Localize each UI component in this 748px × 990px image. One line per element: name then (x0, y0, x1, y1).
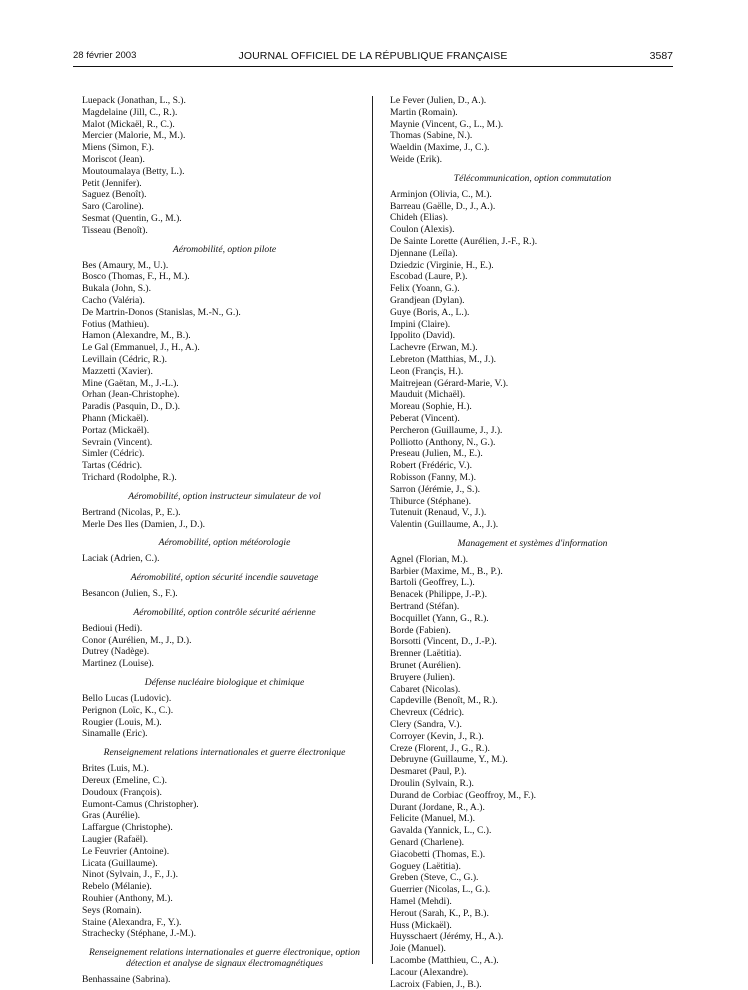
name-entry: Petit (Jennifer). (82, 177, 142, 189)
column-divider (372, 96, 373, 964)
name-entry: Tartas (Cédric). (82, 460, 143, 472)
name-entry: Sevrain (Vincent). (82, 436, 153, 448)
name-entry: Brenner (Laëtitia). (390, 648, 462, 660)
name-entry: Benacek (Philippe, J.-P.). (390, 589, 487, 601)
name-entry: Bedioui (Hedi). (82, 622, 143, 634)
name-entry: Sarron (Jérémie, J., S.). (390, 483, 481, 495)
name-entry: Arminjon (Olivia, C., M.). (390, 188, 492, 200)
name-entry: Durant (Jordane, R., A.). (390, 801, 485, 813)
name-entry: Hamel (Mehdi). (390, 896, 452, 907)
name-entry: Valentin (Guillaume, A., J.). (390, 519, 499, 531)
name-entry: Barreau (Gaëlle, D., J., A.). (390, 200, 496, 212)
name-entry: Bruyere (Julien). (390, 671, 456, 683)
name-entry: Perignon (Loïc, K., C.). (82, 704, 174, 716)
name-entry: Eumont-Camus (Christopher). (82, 798, 199, 810)
name-entry: Lebreton (Matthias, M., J.). (390, 353, 497, 365)
name-entry: Gavalda (Yannick, L., C.). (390, 825, 492, 837)
name-entry: Moreau (Sophie, H.). (390, 401, 472, 413)
name-entry: Felicite (Manuel, M.). (390, 813, 475, 825)
name-entry: Saguez (Benoît). (82, 189, 147, 201)
name-entry: Rouhier (Anthony, M.). (82, 893, 173, 905)
name-entry: Percheron (Guillaume, J., J.). (390, 424, 503, 436)
name-entry: Durand de Corbiac (Geoffroy, M., F.). (390, 789, 537, 801)
name-entry: Saro (Caroline). (82, 201, 144, 213)
name-entry: Grandjean (Dylan). (390, 294, 465, 306)
name-entry: Lacroix (Fabien, J., B.). (390, 978, 482, 990)
name-entry: Trichard (Rodolphe, R.). (82, 471, 177, 483)
right-column (390, 95, 675, 990)
section-heading: Défense nucléaire biologique et chimique (144, 677, 305, 689)
name-entry: Sinamalle (Eric). (82, 728, 148, 740)
section-heading: Renseignement relations internationales et guerre électronique, option détection et analyse de signaux électromagnétiques (89, 947, 360, 970)
name-entry: Desmaret (Paul, P.). (390, 766, 467, 778)
name-entry: Lacombe (Matthieu, C., A.). (390, 954, 499, 966)
name-entry: Chevreux (Cédric). (390, 707, 465, 719)
name-entry: Martinez (Louise). (82, 658, 154, 670)
name-entry: Clery (Sandra, V.). (390, 719, 462, 731)
section-heading: Télécommunication, option commutation (453, 172, 612, 184)
name-entry: Brites (Luis, M.). (82, 763, 149, 775)
name-entry: Huysschaert (Jérémy, H., A.). (390, 931, 504, 943)
name-entry: Martin (Romain). (390, 106, 458, 118)
name-entry: Fotius (Mathieu). (82, 318, 150, 330)
name-entry: De Sainte Lorette (Aurélien, J.-F., R.). (390, 235, 538, 247)
name-entry: Ippolito (David). (390, 330, 456, 342)
name-entry: Dereux (Emeline, C.). (82, 775, 167, 787)
name-entry: Greben (Steve, C., G.). (390, 872, 479, 884)
name-entry: Miens (Simon, F.). (82, 142, 154, 154)
name-entry: Corroyer (Kevin, J., R.). (390, 730, 484, 742)
name-entry: Chideh (Elias). (390, 212, 449, 224)
name-entry: Bosco (Thomas, F., H., M.). (82, 271, 190, 283)
name-entry: Bello Lucas (Ludovic). (82, 693, 172, 705)
name-entry: Mercier (Malorie, M., M.). (82, 130, 186, 142)
name-entry: Paradis (Pasquin, D., D.). (82, 401, 181, 413)
name-entry: Hamon (Alexandre, M., B.). (82, 330, 191, 342)
name-entry: Moutoumalaya (Betty, L.). (82, 165, 185, 177)
name-entry: Creze (Florent, J., G., R.). (390, 742, 490, 754)
name-entry: Impini (Claire). (390, 318, 451, 330)
name-entry: Leon (Françis, H.). (390, 365, 464, 377)
name-entry: Thomas (Sabine, N.). (390, 130, 473, 142)
section-heading: Aéromobilité, option contrôle sécurité aérienne (133, 606, 316, 618)
name-entry: Doudoux (François). (82, 786, 162, 798)
name-entry: Mauduit (Michaël). (390, 389, 466, 401)
name-entry: Tisseau (Benoît). (82, 224, 148, 236)
name-entry: Mazzetti (Xavier). (82, 365, 153, 377)
name-entry: Guerrier (Nicolas, L., G.). (390, 884, 491, 896)
name-entry: Agnel (Florian, M.). (390, 553, 469, 565)
name-entry: Phann (Mickaël). (82, 412, 149, 424)
name-entry: Robisson (Fanny, M.). (390, 471, 476, 483)
name-entry: Bes (Amaury, M., U.). (82, 259, 169, 271)
name-entry: Peberat (Vincent). (390, 412, 460, 424)
name-entry: Guye (Boris, A., L.). (390, 306, 470, 318)
name-entry: Maynie (Vincent, G., L., M.). (390, 118, 504, 130)
name-entry: Bocquillet (Yann, G., R.). (390, 612, 489, 624)
name-entry: Conor (Aurélien, M., J., D.). (82, 634, 192, 646)
name-entry: Polliotto (Anthony, N., G.). (390, 436, 496, 448)
name-entry: Malot (Mickaël, R., C.). (82, 118, 175, 130)
name-entry: Seys (Romain). (82, 904, 142, 916)
name-entry: Giacobetti (Thomas, E.). (390, 848, 486, 860)
name-entry: Cabaret (Nicolas). (390, 683, 461, 695)
section-heading: Aéromobilité, option météorologie (158, 537, 291, 549)
name-entry: Levillain (Cédric, R.). (82, 353, 167, 365)
name-entry: Rougier (Louis, M.). (82, 716, 162, 728)
name-entry: Licata (Guillaume). (82, 857, 158, 869)
section-heading: Aéromobilité, option instructeur simulateur de vol (128, 490, 321, 502)
name-entry: Debruyne (Guillaume, Y., M.). (390, 754, 508, 766)
name-entry: Droulin (Sylvain, R.). (390, 778, 474, 790)
name-entry: Gras (Aurélie). (82, 810, 141, 822)
name-entry: Herout (Sarah, K., P., B.). (390, 907, 489, 919)
section-heading: Management et systèmes d'information (457, 537, 608, 549)
name-entry: Le Fever (Julien, D., A.). (390, 95, 487, 106)
name-entry: Orhan (Jean-Christophe). (82, 389, 180, 401)
name-entry: Thiburce (Stéphane). (390, 495, 471, 507)
name-entry: Brunet (Aurélien). (390, 660, 461, 672)
name-entry: De Martrin-Donos (Stanislas, M.-N., G.). (82, 306, 241, 318)
name-entry: Joie (Manuel). (390, 943, 446, 955)
name-entry: Preseau (Julien, M., E.). (390, 448, 483, 460)
name-entry: Bukala (John, S.). (82, 283, 152, 295)
name-entry: Le Feuvrier (Antoine). (82, 845, 170, 857)
name-entry: Bertrand (Nicolas, P., E.). (82, 506, 181, 518)
name-entry: Maitrejean (Gérard-Marie, V.). (390, 377, 509, 389)
name-entry: Barbier (Maxime, M., B., P.). (390, 565, 503, 577)
name-entry: Goguey (Laëtitia). (390, 860, 461, 872)
name-entry: Staine (Alexandra, F., Y.). (82, 916, 182, 928)
name-entry: Felix (Yoann, G.). (390, 283, 460, 295)
header-date: 28 février 2003 (73, 50, 137, 61)
name-entry: Laciak (Adrien, C.). (82, 553, 160, 565)
section-heading: Aéromobilité, option pilote (172, 243, 277, 255)
name-entry: Waeldin (Maxime, J., C.). (390, 142, 490, 154)
name-entry: Moriscot (Jean). (82, 153, 145, 165)
header-title: JOURNAL OFFICIEL DE LA RÉPUBLIQUE FRANÇAISE (238, 50, 508, 62)
name-entry: Capdeville (Benoît, M., R.). (390, 695, 498, 707)
section-heading: Aéromobilité, option sécurité incendie sauvetage (130, 572, 319, 584)
name-entry: Laffargue (Christophe). (82, 822, 173, 834)
name-entry: Dutrey (Nadège). (82, 646, 150, 658)
name-entry: Ninot (Sylvain, J., F., J.). (82, 869, 178, 881)
name-entry: Strachecky (Stéphane, J.-M.). (82, 928, 197, 940)
name-entry: Portaz (Mickaël). (82, 424, 150, 436)
section-heading: Renseignement relations internationales et guerre électronique (103, 747, 346, 759)
name-entry: Weide (Erik). (390, 153, 442, 165)
name-entry: Robert (Frédéric, V.). (390, 460, 472, 472)
name-entry: Dziedzic (Virginie, H., E.). (390, 259, 494, 271)
name-entry: Borde (Fabien). (390, 624, 451, 636)
name-entry: Lacour (Alexandre). (390, 966, 469, 978)
name-entry: Rebelo (Mélanie). (82, 881, 152, 893)
name-entry: Bartoli (Geoffrey, L.). (390, 577, 475, 589)
name-entry: Sesmat (Quentin, G., M.). (82, 212, 182, 224)
name-entry: Luepack (Jonathan, L., S.). (82, 95, 186, 106)
name-entry: Mine (Gaëtan, M., J.-L.). (82, 377, 179, 389)
name-entry: Lachevre (Erwan, M.). (390, 342, 478, 354)
name-entry: Simler (Cédric). (82, 448, 145, 460)
name-entry: Djennane (Leïla). (390, 247, 458, 259)
header-page-number: 3587 (649, 50, 673, 62)
page-header (73, 50, 673, 64)
name-entry: Laugier (Rafaël). (82, 834, 149, 846)
name-entry: Cacho (Valéria). (82, 294, 145, 306)
name-entry: Benhassaine (Sabrina). (82, 974, 171, 986)
name-entry: Huss (Mickaël). (390, 919, 452, 931)
header-rule (73, 66, 673, 67)
name-entry: Borsotti (Vincent, D., J.-P.). (390, 636, 497, 648)
name-entry: Merle Des Iles (Damien, J., D.). (82, 518, 206, 530)
name-entry: Besancon (Julien, S., F.). (82, 588, 178, 600)
name-entry: Coulon (Alexis). (390, 224, 455, 236)
name-entry: Bertrand (Stéfan). (390, 601, 460, 613)
name-entry: Le Gal (Emmanuel, J., H., A.). (82, 342, 200, 354)
name-entry: Tutenuit (Renaud, V., J.). (390, 507, 487, 519)
name-entry: Escobad (Laure, P.). (390, 271, 468, 283)
name-entry: Magdelaine (Jill, C., R.). (82, 106, 178, 118)
left-column (82, 95, 367, 986)
name-entry: Genard (Charlene). (390, 837, 465, 849)
